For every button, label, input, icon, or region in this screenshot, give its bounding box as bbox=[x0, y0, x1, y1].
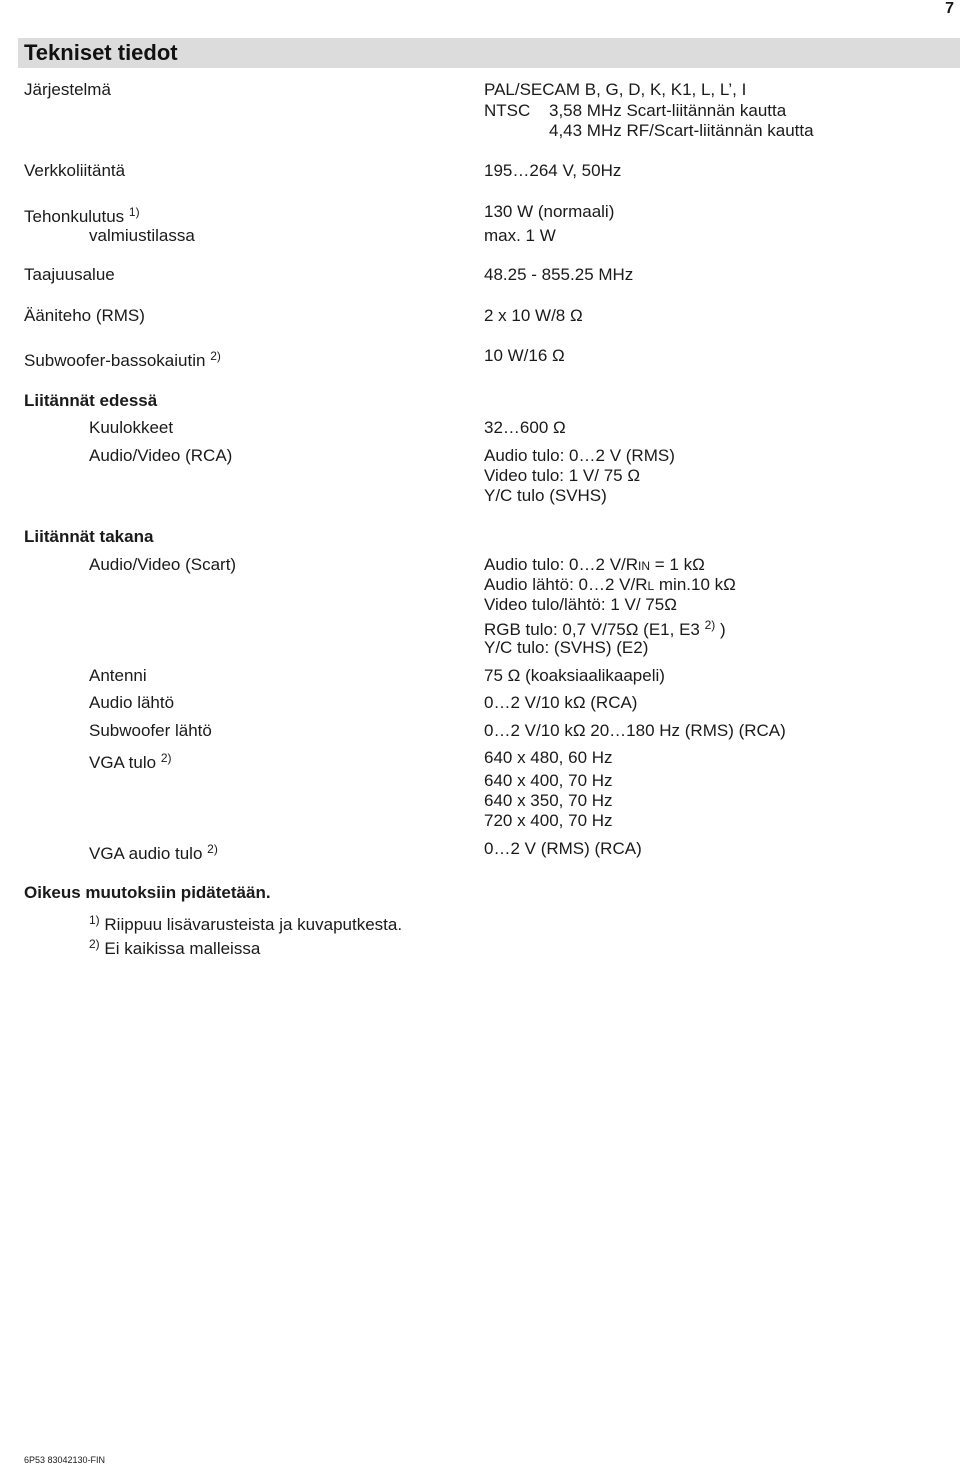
scart-value2-b: min.10 kΩ bbox=[654, 575, 736, 594]
scart-value4-note: 2) bbox=[704, 618, 716, 632]
scart-value1-sub: IN bbox=[638, 559, 651, 573]
mains-label: Verkkoliitäntä bbox=[24, 161, 126, 180]
title-bar bbox=[18, 38, 960, 68]
footnote-1-mark: 1) bbox=[89, 913, 100, 927]
page-number: 7 bbox=[945, 0, 954, 17]
vga-value3: 640 x 350, 70 Hz bbox=[484, 791, 613, 810]
mains-value: 195…264 V, 50Hz bbox=[484, 161, 622, 180]
scart-value4-a: RGB tulo: 0,7 V/75Ω (E1, E3 bbox=[484, 620, 700, 639]
antenna-label: Antenni bbox=[89, 666, 147, 685]
footnote-2 bbox=[89, 934, 260, 959]
system-line1: PAL/SECAM B, G, D, K, K1, L, L’, I bbox=[484, 80, 747, 99]
system-line2-ntsc: NTSC bbox=[484, 101, 531, 120]
power-value: 130 W (normaali) bbox=[484, 202, 615, 221]
freq-label: Taajuusalue bbox=[24, 265, 115, 284]
power-note: 1) bbox=[128, 205, 140, 219]
antenna-value: 75 Ω (koaksiaalikaapeli) bbox=[484, 666, 665, 685]
vga-label: VGA tulo bbox=[89, 753, 157, 772]
subwoofer-value: 10 W/16 Ω bbox=[484, 346, 565, 365]
vga-audio-value: 0…2 V (RMS) (RCA) bbox=[484, 839, 642, 858]
front-av-value2: Video tulo: 1 V/ 75 Ω bbox=[484, 466, 641, 485]
scart-value4-b: ) bbox=[720, 620, 726, 639]
vga-label-row bbox=[89, 748, 172, 773]
subwoofer-label: Subwoofer-bassokaiutin bbox=[24, 351, 206, 370]
footnote-2-text: Ei kaikissa malleissa bbox=[104, 939, 261, 958]
front-av-label: Audio/Video (RCA) bbox=[89, 446, 233, 465]
audio-out-value: 0…2 V/10 kΩ (RCA) bbox=[484, 693, 638, 712]
subwoofer-label-row bbox=[24, 346, 221, 371]
system-label: Järjestelmä bbox=[24, 80, 111, 99]
scart-value1 bbox=[484, 555, 705, 576]
document-code: 6P53 83042130-FIN bbox=[24, 1455, 106, 1465]
rights-reserved: Oikeus muutoksiin pidätetään. bbox=[24, 883, 271, 902]
audio-power-label: Ääniteho (RMS) bbox=[24, 306, 145, 325]
system-line2: 3,58 MHz Scart-liitännän kautta bbox=[549, 101, 787, 120]
scart-value3: Video tulo/lähtö: 1 V/ 75Ω bbox=[484, 595, 677, 614]
system-line3: 4,43 MHz RF/Scart-liitännän kautta bbox=[549, 121, 814, 140]
headphones-value: 32…600 Ω bbox=[484, 418, 566, 437]
scart-value1-b: = 1 kΩ bbox=[650, 555, 705, 574]
page-title: Tekniset tiedot bbox=[24, 40, 178, 65]
audio-power-value: 2 x 10 W/8 Ω bbox=[484, 306, 583, 325]
power-label: Tehonkulutus bbox=[24, 207, 125, 226]
subwoofer-note: 2) bbox=[210, 349, 221, 363]
scart-label: Audio/Video (Scart) bbox=[89, 555, 237, 574]
footnote-2-mark: 2) bbox=[89, 937, 100, 951]
vga-value4: 720 x 400, 70 Hz bbox=[484, 811, 613, 830]
front-av-value3: Y/C tulo (SVHS) bbox=[484, 486, 607, 505]
vga-audio-label: VGA audio tulo bbox=[89, 844, 203, 863]
power-label-row bbox=[24, 202, 140, 227]
front-av-value1: Audio tulo: 0…2 V (RMS) bbox=[484, 446, 675, 465]
front-heading: Liitännät edessä bbox=[24, 391, 158, 410]
freq-value: 48.25 - 855.25 MHz bbox=[484, 265, 634, 284]
vga-value1: 640 x 480, 60 Hz bbox=[484, 748, 613, 767]
footnote-1 bbox=[89, 910, 402, 935]
footnote-1-text: Riippuu lisävarusteista ja kuvaputkesta. bbox=[104, 915, 403, 934]
scart-value2 bbox=[484, 575, 736, 596]
scart-value5: Y/C tulo: (SVHS) (E2) bbox=[484, 638, 649, 657]
standby-label: valmiustilassa bbox=[89, 226, 195, 245]
scart-value4 bbox=[484, 615, 726, 640]
vga-note: 2) bbox=[160, 751, 172, 765]
scart-value2-a: Audio lähtö: 0…2 V/R bbox=[484, 575, 648, 594]
audio-out-label: Audio lähtö bbox=[89, 693, 175, 712]
vga-audio-label-row bbox=[89, 839, 218, 864]
standby-value: max. 1 W bbox=[484, 226, 556, 245]
scart-value2-sub: L bbox=[647, 579, 655, 593]
scart-value1-a: Audio tulo: 0…2 V/R bbox=[484, 555, 639, 574]
sub-out-label: Subwoofer lähtö bbox=[89, 721, 212, 740]
rear-heading: Liitännät takana bbox=[24, 527, 154, 546]
sub-out-value: 0…2 V/10 kΩ 20…180 Hz (RMS) (RCA) bbox=[484, 721, 786, 740]
vga-audio-note: 2) bbox=[207, 842, 218, 856]
vga-value2: 640 x 400, 70 Hz bbox=[484, 771, 613, 790]
headphones-label: Kuulokkeet bbox=[89, 418, 174, 437]
